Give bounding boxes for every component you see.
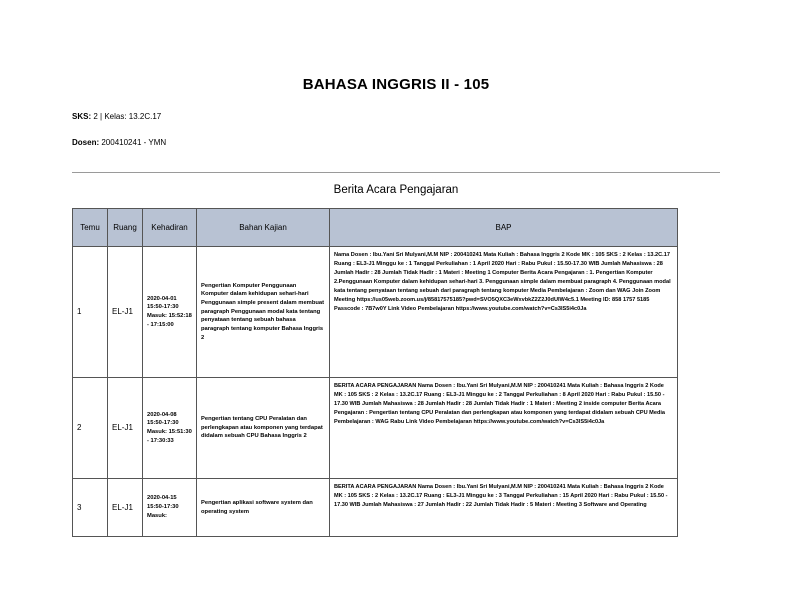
teaching-record-table <box>72 208 678 537</box>
study-material: Pengertian aplikasi software system dan operating system <box>197 479 330 537</box>
sks-label: SKS: <box>72 112 92 121</box>
table-row <box>73 247 678 378</box>
study-material: Pengertian Komputer Penggunaan Komputer dalam kehidupan sehari-hari Penggunaan simple present dalam membuat paragraph Penggunaan modal kata tentang penyataan tentang sebuah bahasa paragraph tentang komputer Bahasa Inggris 2 <box>197 247 330 378</box>
header-temu: Temu <box>73 209 108 247</box>
room: EL-J1 <box>108 378 143 479</box>
study-material: Pengertian tentang CPU Peralatan dan perlengkapan atau komponen yang terdapat didalam sebuah CPU Bahasa Inggris 2 <box>197 378 330 479</box>
meeting-number: 1 <box>73 247 108 378</box>
header-bap: BAP <box>330 209 678 247</box>
lecturer-line <box>72 138 166 147</box>
room: EL-J1 <box>108 479 143 537</box>
bap-text: Nama Dosen : Ibu.Yani Sri Mulyani,M.M NIP : 200410241 Mata Kuliah : Bahasa Inggris 2 Kode MK : 105 SKS : 2 Kelas : 13.2C.17 Ruang : EL3-J1 Minggu ke : 1 Tanggal Perkuliahan : 1 April 2020 Hari : Rabu Pukul : 15.50-17.30 WIB Jumlah Mahasiswa : 28 Jumlah Hadir : 28 Jumlah Tidak Hadir : 1 Materi : Meeting 1 Computer Berita Acara Pengajaran : 1. Pengertian Komputer 2.Penggunaan Komputer dalam kehidupan sehari-hari 3. Penggunaan simple dalam membuat paragraph 4. Penggunaan modal kata tentang penyataan tentang sebuah dari paragraph tentang komputer Media Pembelajaran : Zoom dan WAG Join Zoom Meeting https://us05web.zoom.us/j/85817575185?pwd=SVO5QXC3eWxvbkZ2Z2J0dUlW4c5.1 Meeting ID: 858 1757 5185 Passcode : 7B7w0Y Link Video Pembelajaran https://www.youtube.com/watch?v=Cs3lS5i4c0Ja <box>330 247 678 378</box>
lecturer-label: Dosen: <box>72 138 100 147</box>
table-row <box>73 479 678 537</box>
section-title: Berita Acara Pengajaran <box>333 184 459 196</box>
lecturer-value: 200410241 - YMN <box>101 138 167 147</box>
document-title: BAHASA INGGRIS II - 105 <box>302 76 490 93</box>
sks-class-line <box>72 112 161 121</box>
attendance: 2020-04-01 15:50-17:30 Masuk: 15:52:18 - 17:15:00 <box>143 247 197 378</box>
attendance: 2020-04-08 15:50-17:30 Masuk: 15:51:30 - 17:30:33 <box>143 378 197 479</box>
table-row <box>73 378 678 479</box>
sks-class-value: 2 | Kelas: 13.2C.17 <box>93 112 162 121</box>
table-header-row <box>73 209 678 247</box>
meeting-number: 3 <box>73 479 108 537</box>
header-bahan-kajian: Bahan Kajian <box>197 209 330 247</box>
header-kehadiran: Kehadiran <box>143 209 197 247</box>
header-ruang: Ruang <box>108 209 143 247</box>
room: EL-J1 <box>108 247 143 378</box>
meeting-number: 2 <box>73 378 108 479</box>
bap-text-clipped: BERITA ACARA PENGAJARAN Nama Dosen : Ibu.Yani Sri Mulyani,M.M NIP : 200410241 Mata Kuliah : Bahasa Inggris 2 Kode MK : 105 SKS : 2 Kelas : 13.2C.17 Ruang : EL3-J1 Minggu ke : 3 Tanggal Perkuliahan : 15 April 2020 Hari : Rabu Pukul : 15.50 - 17.30 WIB Jumlah Mahasiswa : 27 Jumlah Hadir : 22 Jumlah Tidak Hadir : 5 Materi : Meeting 3 Software and Operating <box>334 484 668 508</box>
divider <box>72 172 720 173</box>
bap-text <box>330 479 678 537</box>
attendance: 2020-04-15 15:50-17:30 Masuk: <box>143 479 197 537</box>
bap-text: BERITA ACARA PENGAJARAN Nama Dosen : Ibu.Yani Sri Mulyani,M.M NIP : 200410241 Mata Kuliah : Bahasa Inggris 2 Kode MK : 105 SKS : 2 Kelas : 13.2C.17 Ruang : EL3-J1 Minggu ke : 2 Tanggal Perkuliahan : 8 April 2020 Hari : Rabu Pukul : 15.50 - 17.30 WIB Jumlah Mahasiswa : 28 Jumlah Hadir : 28 Jumlah Tidak Hadir : 1 Materi : Meeting 2 inside computer Berita Acara Pengajaran : Pengertian tentang CPU Peralatan dan perlengkapan atau komponen yang terdapat didalam sebuah CPU Media Pembelajaran : WAG Rabu Link Video Pembelajaran https://www.youtube.com/watch?v=Cs3lS5i4c0Ja <box>330 378 678 479</box>
